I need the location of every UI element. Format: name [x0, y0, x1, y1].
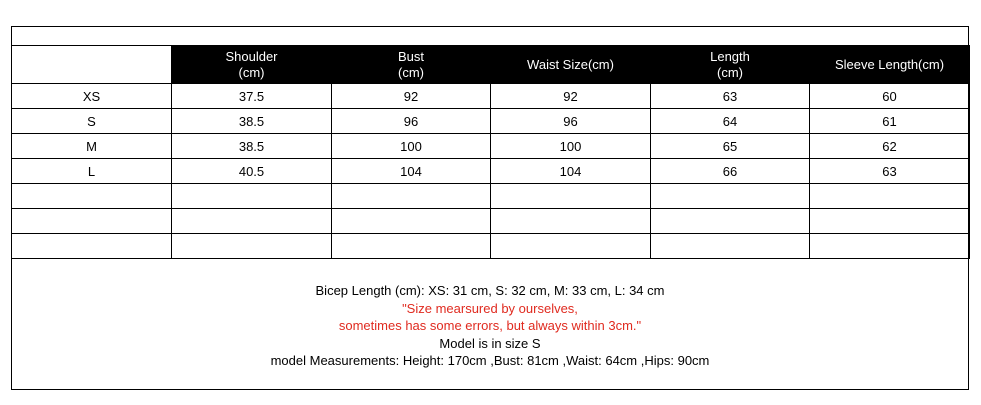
empty-cell: [12, 234, 172, 259]
sleeve-cell: 60: [810, 84, 970, 109]
shoulder-cell: 38.5: [172, 134, 332, 159]
length-cell: 63: [651, 84, 810, 109]
header-label: Shoulder: [225, 48, 278, 64]
empty-cell: [810, 184, 970, 209]
empty-cell: [332, 234, 491, 259]
bust-cell: 92: [332, 84, 491, 109]
header-shoulder: [172, 46, 332, 84]
bust-cell: 100: [332, 134, 491, 159]
sleeve-cell: 62: [810, 134, 970, 159]
length-cell: 65: [651, 134, 810, 159]
shoulder-cell: 38.5: [172, 109, 332, 134]
shoulder-cell: 37.5: [172, 84, 332, 109]
header-unit: (cm): [238, 64, 265, 80]
table-row: [12, 109, 970, 134]
header-label: Sleeve Length(cm): [834, 56, 945, 72]
length-cell: 66: [651, 159, 810, 184]
table-row-empty: [12, 234, 970, 259]
header-label: Bust: [397, 48, 424, 64]
header-sleeve-length: [810, 46, 970, 84]
empty-cell: [810, 209, 970, 234]
waist-cell: 100: [491, 134, 651, 159]
empty-cell: [172, 184, 332, 209]
empty-cell: [172, 209, 332, 234]
waist-cell: 92: [491, 84, 651, 109]
size-cell: S: [12, 109, 172, 134]
empty-cell: [491, 209, 651, 234]
empty-cell: [332, 209, 491, 234]
bust-cell: 96: [332, 109, 491, 134]
header-label: Waist Size(cm): [527, 56, 614, 72]
header-label: Length: [710, 48, 750, 64]
empty-cell: [651, 234, 810, 259]
table-row: [12, 134, 970, 159]
sleeve-cell: 63: [810, 159, 970, 184]
empty-cell: [172, 234, 332, 259]
empty-cell: [491, 184, 651, 209]
waist-cell: 104: [491, 159, 651, 184]
shoulder-cell: 40.5: [172, 159, 332, 184]
empty-cell: [12, 184, 172, 209]
size-cell: M: [12, 134, 172, 159]
measurement-disclaimer-line2: sometimes has some errors, but always within 3cm.": [338, 318, 642, 333]
model-measurements-note: model Measurements: Height: 170cm ,Bust: 81cm ,Waist: 64cm ,Hips: 90cm: [270, 353, 710, 368]
empty-cell: [651, 184, 810, 209]
size-cell: L: [12, 159, 172, 184]
header-row: [12, 46, 970, 84]
header-size: [12, 46, 172, 84]
bicep-length-note: Bicep Length (cm): XS: 31 cm, S: 32 cm, M: 33 cm, L: 34 cm: [315, 283, 665, 298]
empty-cell: [491, 234, 651, 259]
table-row-empty: [12, 184, 970, 209]
table-row: [12, 159, 970, 184]
model-size-note: Model is in size S: [439, 335, 541, 351]
size-table: [11, 45, 970, 259]
empty-cell: [651, 209, 810, 234]
waist-cell: 96: [491, 109, 651, 134]
header-unit: (cm): [717, 64, 743, 80]
header-unit: (cm): [398, 64, 424, 80]
size-cell: XS: [12, 84, 172, 109]
table-row: [12, 84, 970, 109]
header-bust: [332, 46, 491, 84]
length-cell: 64: [651, 109, 810, 134]
bust-cell: 104: [332, 159, 491, 184]
header-waist: [491, 46, 651, 84]
header-length: [651, 46, 810, 84]
size-notes: [11, 282, 969, 370]
empty-cell: [810, 234, 970, 259]
measurement-disclaimer-line1: "Size mearsured by ourselves,: [402, 300, 578, 316]
empty-cell: [12, 209, 172, 234]
sleeve-cell: 61: [810, 109, 970, 134]
table-row-empty: [12, 209, 970, 234]
empty-cell: [332, 184, 491, 209]
